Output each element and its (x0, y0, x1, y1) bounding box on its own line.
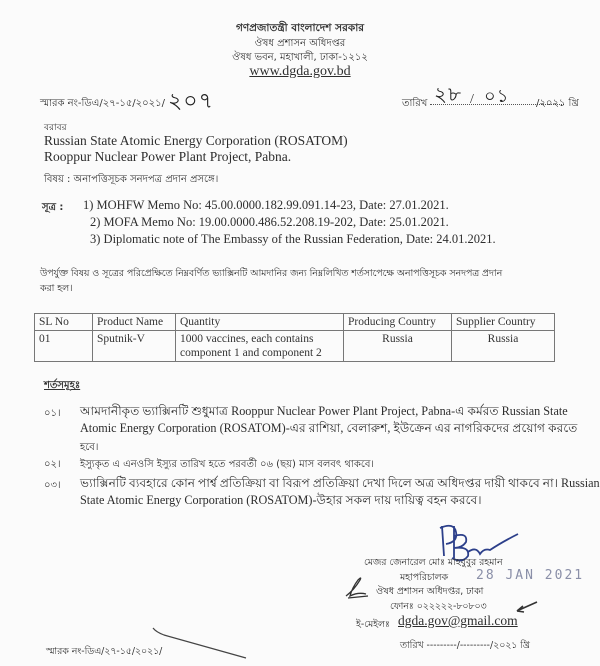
quantity-line-2: component 1 and component 2 (180, 347, 322, 359)
signatory-title: মহাপরিচালক (400, 572, 448, 583)
cell-quantity (176, 331, 344, 362)
recipient-label: বরাবর (44, 123, 67, 133)
pen-stroke-line-icon (150, 625, 250, 660)
condition-2-line-1: ইস্যুকৃত এ এনওসি ইস্যুর তারিখ হতে পরবর্তী ০৬ (ছয়) মাস বলবৎ থাকবে। (80, 459, 374, 470)
header-supplier-country: Supplier Country (452, 314, 555, 331)
header-address: ঔষধ ভবন, মহাখালী, ঢাকা-১২১২ (232, 52, 368, 63)
subject-line: বিষয় : অনাপত্তিসূচক সনদপত্র প্রদান প্রসঙ্গে। (44, 174, 219, 185)
body-text-line-1: উপর্যুক্ত বিষয় ও সূত্রের পরিপ্রেক্ষিতে নিম্নবর্ণিত ভ্যাক্সিনটি আমদানির জন্য নিম্নলিখিত শর্তসাপেক্ষে অনাপত্তিসূচক সনদপত্র প্রদান (40, 268, 503, 279)
header-department: ঔষধ প্রশাসন অধিদপ্তর (254, 38, 346, 49)
cell-sl-no: 01 (35, 331, 93, 362)
cell-producing-country: Russia (344, 331, 452, 362)
header-quantity: Quantity (176, 314, 344, 331)
signatory-office: ঔষধ প্রশাসন অধিদপ্তর, ঢাকা (376, 586, 484, 597)
header-producing-country: Producing Country (344, 314, 452, 331)
recipient-line-2: Rooppur Nuclear Power Plant Project, Pabna. (44, 149, 292, 164)
condition-3-line-2: State Atomic Energy Corporation (ROSATOM)-উহার সকল দায় দায়িত্ব বহন করবে। (80, 493, 482, 507)
cell-supplier-country: Russia (452, 331, 555, 362)
date-year: /২০২১ খ্রি (536, 98, 579, 109)
date-day-handwritten: ২৮ (434, 82, 462, 106)
condition-1-line-3: হবে। (80, 442, 99, 453)
table-row (35, 331, 555, 362)
condition-1-line-1: আমদানীকৃত ভ্যাক্সিনটি শুধুমাত্র Rooppur Nuclear Power Plant Project, Pabna-এ কর্মরত Russian State (80, 404, 568, 418)
date-month-handwritten: ০১ (484, 86, 510, 107)
conditions-title: শর্তসমূহঃ (44, 380, 81, 391)
reference-item: 1) MOHFW Memo No: 45.00.0000.182.99.091.14-23, Date: 27.01.2021. (83, 198, 449, 212)
footer-memo-ref: স্মারক নং-ডিএ/২৭-১৫/২০২১/ (46, 646, 163, 657)
memo-ref-handwritten: ২০৭ (168, 89, 214, 114)
signature-date-line: তারিখ ---------/---------/২০২১ খ্রি (400, 640, 530, 651)
date-label: তারিখ (402, 98, 428, 109)
condition-number: ০৩। (44, 480, 61, 491)
email-label: ই-মেইলঃ (356, 619, 390, 630)
condition-3-line-1: ভ্যাক্সিনটি ব্যবহারে কোন পার্শ্ব প্রতিক্রিয়া বা বিরূপ প্রতিক্রিয়া দেখা দিলে অত্র অধিদপ্তর দায়ী থাকবে না। Russian (80, 476, 600, 490)
header-sl-no: SL No (35, 314, 93, 331)
reference-item: 2) MOFA Memo No: 19.00.0000.486.52.208.19-202, Date: 25.01.2021. (90, 215, 449, 229)
cell-product-name: Sputnik-V (93, 331, 176, 362)
received-date-stamp: 28 JAN 2021 (476, 568, 585, 583)
condition-number: ০১। (44, 408, 61, 419)
signatory-phone: ফোনঃ ০২২২২২-৮০৮০৩ (390, 601, 487, 612)
email-link[interactable]: dgda.gov@gmail.com (398, 613, 518, 628)
reference-item: 3) Diplomatic note of The Embassy of the Russian Federation, Date: 24.01.2021. (90, 232, 496, 246)
recipient-line-1: Russian State Atomic Energy Corporation (ROSATOM) (44, 133, 348, 148)
body-text-line-2: করা হল। (40, 283, 73, 294)
references-label: সূত্র : (42, 202, 64, 213)
memo-ref-number: স্মারক নং-ডিএ/২৭-১৫/২০২১/ (40, 98, 166, 109)
condition-number: ০২। (44, 459, 61, 470)
pen-arrow-mark-icon (515, 600, 539, 614)
date-separator: / (470, 92, 474, 107)
product-table (34, 313, 555, 362)
header-government: গণপ্রজাতন্ত্রী বাংলাদেশ সরকার (235, 22, 365, 34)
header-product-name: Product Name (93, 314, 176, 331)
table-header-row (35, 314, 555, 331)
initial-scribble-icon (344, 576, 370, 600)
header-website-link[interactable]: www.dgda.gov.bd (249, 64, 351, 79)
quantity-line-1: 1000 vaccines, each contains (180, 333, 314, 345)
signatory-name: মেজর জেনারেল মোঃ মাহবুবুর রহমান (364, 557, 503, 568)
condition-1-line-2: Atomic Energy Corporation (ROSATOM)-এর রাশিয়া, বেলারুশ, ইউক্রেন এর নাগরিকদের প্রয়োগ করতে (80, 421, 578, 435)
